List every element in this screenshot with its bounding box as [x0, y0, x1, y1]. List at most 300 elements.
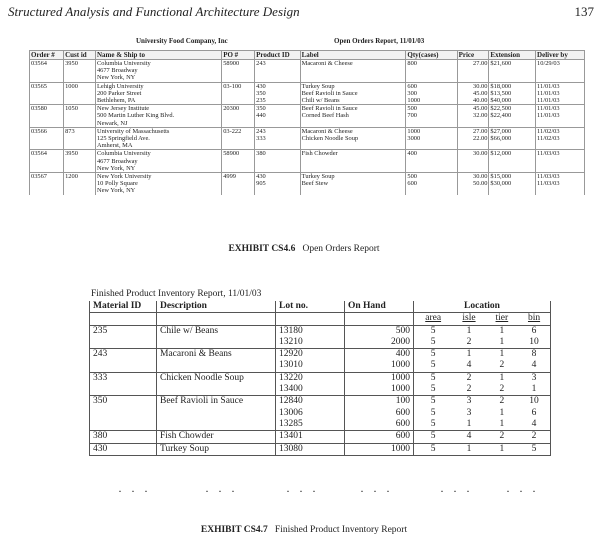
material-id: 380 — [90, 431, 157, 443]
product-label: Corned Beef Hash — [300, 112, 406, 119]
isle: 1 — [452, 325, 485, 337]
description — [157, 419, 276, 431]
quantity: 600 — [406, 82, 457, 90]
material-id — [90, 419, 157, 431]
empty-cell — [457, 187, 489, 194]
lot-no: 13010 — [276, 360, 345, 372]
empty-cell — [30, 187, 64, 194]
tier: 2 — [499, 384, 505, 395]
lot-no: 13401 — [276, 431, 345, 443]
empty-cell — [300, 74, 406, 82]
inventory-row — [90, 360, 551, 372]
empty-cell — [536, 74, 585, 82]
description — [157, 360, 276, 372]
order-row — [30, 67, 585, 74]
bin: 2 — [518, 431, 550, 443]
empty-cell — [222, 74, 255, 82]
empty-cell — [489, 74, 536, 82]
description: Chile w/ Beans — [157, 325, 276, 337]
order-number: 03566 — [30, 127, 64, 135]
order-row — [30, 105, 585, 113]
description: Chicken Noodle Soup — [157, 372, 276, 384]
empty-cell — [222, 187, 255, 194]
lot-no: 13400 — [276, 384, 345, 396]
price: 27.00 — [457, 127, 489, 135]
material-id — [90, 337, 157, 349]
ship-to-line: 500 Martin Luther King Blvd. — [95, 112, 221, 119]
order-number: 03564 — [30, 60, 64, 68]
inventory-table — [89, 301, 551, 456]
product-id: 430 — [255, 82, 300, 90]
po-number: 03-222 — [222, 127, 255, 135]
order-number: 03565 — [30, 82, 64, 90]
inventory-row — [90, 372, 551, 384]
material-id: 350 — [90, 396, 157, 408]
caption-label: EXHIBIT CS4.7 — [200, 525, 268, 535]
ship-to-line: Newark, NJ — [95, 120, 221, 128]
col-lot-no: Lot no. — [276, 301, 345, 313]
lot-no: 13080 — [276, 443, 345, 455]
empty-cell — [489, 158, 536, 165]
empty-cell — [300, 158, 406, 165]
col-product-id: Product ID — [255, 51, 300, 60]
empty-cell — [222, 158, 255, 165]
extension: $22,400 — [489, 112, 536, 119]
tier: 1 — [486, 349, 518, 361]
bin: 4 — [518, 360, 550, 372]
col-location: Location — [414, 301, 551, 313]
empty-cell — [64, 142, 96, 150]
deliver-by: 11/02/03 — [536, 127, 585, 135]
quantity: 300 — [406, 90, 457, 97]
product-id: 380 — [255, 150, 300, 158]
description: Beef Ravioli in Sauce — [157, 396, 276, 408]
col-label: Label — [300, 51, 406, 60]
po-number: 58900 — [222, 60, 255, 68]
price: 45.00 — [457, 90, 489, 97]
continuation-dots: · · · — [440, 484, 470, 498]
price: 50.00 — [457, 180, 489, 187]
material-id: 430 — [90, 443, 157, 455]
empty-cell — [30, 112, 64, 119]
extension: $22,500 — [489, 105, 536, 113]
on-hand: 600 — [345, 408, 414, 419]
col-cust-id: Cust id — [64, 51, 96, 60]
ship-to-line: New York University — [95, 173, 221, 181]
lot-no: 13220 — [276, 372, 345, 384]
lot-no: 13285 — [276, 419, 345, 431]
product-label: Turkey Soup — [300, 173, 406, 181]
caption-label: EXHIBIT CS4.6 — [228, 244, 296, 254]
deliver-by: 11/03/03 — [536, 173, 585, 181]
running-head-title: Structured Analysis and Functional Architecture Design — [8, 4, 300, 19]
lot-no: 13210 — [276, 337, 345, 349]
isle: 1 — [452, 349, 485, 361]
ship-to-line: 200 Parker Street — [95, 90, 221, 97]
on-hand: 1000 — [345, 360, 414, 372]
empty-cell — [222, 142, 255, 150]
order-row — [30, 187, 585, 194]
lot-no: 12920 — [276, 349, 345, 361]
ship-to-line: New York, NY — [95, 165, 221, 173]
order-row — [30, 173, 585, 181]
area: 5 — [430, 407, 436, 418]
price: 30.00 — [457, 173, 489, 181]
product-id: 235 — [255, 97, 300, 105]
empty-cell — [64, 158, 96, 165]
bin: 6 — [518, 408, 550, 419]
deliver-by: 11/02/03 — [536, 135, 585, 142]
product-label: Beef Stew — [300, 180, 406, 187]
empty-cell — [64, 112, 96, 119]
order-row — [30, 74, 585, 82]
material-id: 235 — [90, 325, 157, 337]
on-hand: 1000 — [345, 372, 414, 384]
customer-id: 1050 — [64, 105, 96, 113]
empty-cell — [64, 67, 96, 74]
product-label: Beef Ravioli in Sauce — [300, 105, 406, 113]
area: 5 — [414, 325, 453, 337]
price: 27.00 — [457, 60, 489, 68]
extension: $66,000 — [489, 135, 536, 142]
col-bin: bin — [518, 313, 550, 325]
extension: $12,000 — [489, 150, 536, 158]
bin: 4 — [518, 419, 550, 431]
area: 5 — [430, 360, 436, 371]
lot-no: 13180 — [276, 325, 345, 337]
continuation-dots: · · · — [118, 484, 148, 498]
empty-cell — [489, 120, 536, 128]
empty-cell — [406, 142, 457, 150]
bin: 10 — [518, 396, 550, 408]
empty-cell — [406, 187, 457, 194]
tier: 2 — [486, 396, 518, 408]
ship-to-line: Columbia University — [95, 60, 221, 68]
bin: 8 — [518, 349, 550, 361]
product-label: Macaroni & Cheese — [300, 127, 406, 135]
order-row — [30, 165, 585, 173]
deliver-by: 11/01/03 — [536, 112, 585, 119]
order-row — [30, 180, 585, 187]
deliver-by: 11/01/03 — [536, 105, 585, 113]
ship-to-line: New York, NY — [95, 187, 221, 194]
col-price: Price — [457, 51, 489, 60]
empty-cell — [406, 165, 457, 173]
order-number: 03564 — [30, 150, 64, 158]
empty-cell — [222, 67, 255, 74]
col-tier: tier — [495, 313, 509, 324]
empty-cell — [255, 187, 300, 194]
on-hand: 2000 — [345, 337, 414, 349]
on-hand: 500 — [345, 325, 414, 337]
product-id: 243 — [255, 60, 300, 68]
inventory-row — [90, 396, 551, 408]
orders-report-title: Open Orders Report, 11/01/03 — [334, 37, 425, 45]
area: 5 — [414, 431, 453, 443]
empty-cell — [30, 120, 64, 128]
empty-cell — [489, 67, 536, 74]
on-hand: 400 — [345, 349, 414, 361]
empty-cell — [255, 142, 300, 150]
description: Turkey Soup — [157, 443, 276, 455]
empty-cell — [222, 180, 255, 187]
order-row — [30, 120, 585, 128]
exhibit-cs4-6-caption — [0, 244, 608, 254]
continuation-dots: · · · — [506, 484, 536, 498]
price: 32.00 — [457, 112, 489, 119]
col-material-id: Material ID — [90, 301, 157, 313]
col-description: Description — [157, 301, 276, 313]
on-hand: 1000 — [345, 384, 414, 396]
empty-cell — [457, 67, 489, 74]
bin: 10 — [518, 337, 550, 349]
caption-text: Open Orders Report — [302, 244, 380, 254]
tier: 1 — [486, 372, 518, 384]
order-row — [30, 127, 585, 135]
price: 30.00 — [457, 150, 489, 158]
area: 5 — [414, 349, 453, 361]
price: 22.00 — [457, 135, 489, 142]
empty-cell — [30, 158, 64, 165]
empty-cell — [457, 74, 489, 82]
col-qty: Qty(cases) — [406, 51, 457, 60]
open-orders-table — [29, 50, 585, 195]
empty-cell — [536, 142, 585, 150]
order-number: 03567 — [30, 173, 64, 181]
price: 45.00 — [457, 105, 489, 113]
order-row — [30, 82, 585, 90]
inventory-row — [90, 349, 551, 361]
empty-cell — [406, 158, 457, 165]
product-label: Chicken Noodle Soup — [300, 135, 406, 142]
description — [157, 408, 276, 419]
po-number: 03-100 — [222, 82, 255, 90]
empty-cell — [536, 165, 585, 173]
empty-cell — [300, 67, 406, 74]
ship-to-line: New Jersey Institute — [95, 105, 221, 113]
order-row — [30, 97, 585, 105]
product-id: 430 — [255, 173, 300, 181]
isle: 2 — [466, 384, 472, 395]
order-row — [30, 112, 585, 119]
empty-cell — [30, 165, 64, 173]
customer-id: 1000 — [64, 82, 96, 90]
col-on-hand: On Hand — [345, 301, 414, 313]
product-id: 350 — [255, 90, 300, 97]
empty-cell — [536, 158, 585, 165]
tier: 2 — [499, 360, 505, 371]
quantity: 1000 — [406, 97, 457, 105]
page-number: 137 — [574, 4, 594, 19]
bin: 1 — [518, 384, 550, 396]
caption-text: Finished Product Inventory Report — [274, 525, 408, 535]
area: 5 — [430, 384, 436, 395]
po-number: 58900 — [222, 150, 255, 158]
order-row — [30, 135, 585, 142]
tier: 2 — [486, 431, 518, 443]
material-id: 243 — [90, 349, 157, 361]
empty-cell — [30, 142, 64, 150]
empty-cell — [300, 120, 406, 128]
ship-to-line: New York, NY — [95, 74, 221, 82]
deliver-by: 11/01/03 — [536, 97, 585, 105]
description: Macaroni & Beans — [157, 349, 276, 361]
col-po: PO # — [222, 51, 255, 60]
empty-cell — [64, 187, 96, 194]
customer-id: 3950 — [64, 60, 96, 68]
deliver-by: 11/03/03 — [536, 180, 585, 187]
product-label: Chili w/ Beans — [300, 97, 406, 105]
price: 40.00 — [457, 97, 489, 105]
lot-no: 12840 — [276, 396, 345, 408]
description — [157, 384, 276, 396]
quantity: 800 — [406, 60, 457, 68]
isle: 2 — [452, 372, 485, 384]
empty-cell — [64, 74, 96, 82]
lot-no: 13006 — [276, 408, 345, 419]
area: 5 — [430, 418, 436, 429]
extension: $30,000 — [489, 180, 536, 187]
empty-cell — [457, 165, 489, 173]
empty-cell — [30, 90, 64, 97]
open-orders-body — [30, 60, 585, 195]
area: 5 — [430, 336, 436, 347]
col-name-ship: Name & Ship to — [95, 51, 221, 60]
empty-cell — [489, 142, 536, 150]
empty-cell — [222, 120, 255, 128]
ship-to-line: 10 Polly Square — [95, 180, 221, 187]
material-id — [90, 384, 157, 396]
isle: 1 — [452, 443, 485, 455]
inventory-body — [90, 325, 551, 455]
order-row — [30, 158, 585, 165]
ship-to-line: Lehigh University — [95, 82, 221, 90]
product-id: 440 — [255, 112, 300, 119]
continuation-dots: · · · — [286, 484, 316, 498]
empty-cell — [406, 67, 457, 74]
empty-cell — [255, 165, 300, 173]
ship-to-line: 125 Springfield Ave. — [95, 135, 221, 142]
empty-cell — [30, 180, 64, 187]
material-id: 333 — [90, 372, 157, 384]
empty-cell — [64, 135, 96, 142]
quantity: 500 — [406, 105, 457, 113]
description: Fish Chowder — [157, 431, 276, 443]
ship-to-line: 4677 Broadway — [95, 67, 221, 74]
price: 30.00 — [457, 82, 489, 90]
empty-cell — [406, 74, 457, 82]
ship-to-line: Columbia University — [95, 150, 221, 158]
tier: 1 — [499, 407, 505, 418]
empty-cell — [489, 165, 536, 173]
empty-cell — [64, 180, 96, 187]
order-row — [30, 90, 585, 97]
inventory-row — [90, 384, 551, 396]
on-hand: 1000 — [345, 443, 414, 455]
empty-cell — [255, 74, 300, 82]
inventory-subheader-row — [90, 313, 551, 325]
extension: $15,000 — [489, 173, 536, 181]
col-extension: Extension — [489, 51, 536, 60]
empty-cell — [30, 135, 64, 142]
deliver-by: 11/03/03 — [536, 150, 585, 158]
product-label: Macaroni & Cheese — [300, 60, 406, 68]
isle: 4 — [452, 431, 485, 443]
empty-cell — [64, 120, 96, 128]
quantity: 1000 — [406, 127, 457, 135]
isle: 1 — [466, 418, 472, 429]
customer-id: 1200 — [64, 173, 96, 181]
extension: $40,000 — [489, 97, 536, 105]
col-isle: isle — [462, 313, 476, 324]
empty-cell — [255, 67, 300, 74]
empty-cell — [457, 158, 489, 165]
extension: $13,500 — [489, 90, 536, 97]
extension: $27,000 — [489, 127, 536, 135]
isle: 3 — [452, 396, 485, 408]
continuation-dots: · · · — [360, 484, 390, 498]
empty-cell — [489, 187, 536, 194]
product-label: Fish Chowder — [300, 150, 406, 158]
isle: 3 — [466, 407, 472, 418]
bin: 6 — [518, 325, 550, 337]
empty-cell — [406, 120, 457, 128]
description — [157, 337, 276, 349]
inventory-report-title: Finished Product Inventory Report, 11/01/03 — [91, 289, 262, 299]
inventory-row — [90, 325, 551, 337]
on-hand: 100 — [345, 396, 414, 408]
tier: 1 — [486, 443, 518, 455]
empty-cell — [457, 142, 489, 150]
tier: 1 — [486, 325, 518, 337]
area: 5 — [414, 372, 453, 384]
empty-cell — [222, 90, 255, 97]
inventory-row — [90, 408, 551, 419]
empty-cell — [64, 165, 96, 173]
empty-cell — [222, 135, 255, 142]
empty-cell — [30, 74, 64, 82]
order-row — [30, 150, 585, 158]
quantity: 500 — [406, 173, 457, 181]
inventory-row — [90, 419, 551, 431]
exhibit-cs4-7-caption — [0, 525, 608, 535]
col-area: area — [425, 313, 442, 324]
customer-id: 873 — [64, 127, 96, 135]
inventory-header-row — [90, 301, 551, 313]
product-id: 333 — [255, 135, 300, 142]
product-id: 905 — [255, 180, 300, 187]
empty-cell — [222, 97, 255, 105]
empty-cell — [300, 165, 406, 173]
product-id: 243 — [255, 127, 300, 135]
order-number: 03580 — [30, 105, 64, 113]
empty-cell — [255, 158, 300, 165]
deliver-by: 10/29/03 — [536, 60, 585, 68]
po-number: 20300 — [222, 105, 255, 113]
tier: 1 — [499, 418, 505, 429]
product-id: 350 — [255, 105, 300, 113]
product-label: Beef Ravioli in Sauce — [300, 90, 406, 97]
inventory-row — [90, 431, 551, 443]
col-order: Order # — [30, 51, 64, 60]
po-number: 4999 — [222, 173, 255, 181]
empty-cell — [255, 120, 300, 128]
area: 5 — [414, 396, 453, 408]
ship-to-line: Bethlehem, PA — [95, 97, 221, 105]
material-id — [90, 360, 157, 372]
empty-cell — [64, 90, 96, 97]
extension: $18,000 — [489, 82, 536, 90]
